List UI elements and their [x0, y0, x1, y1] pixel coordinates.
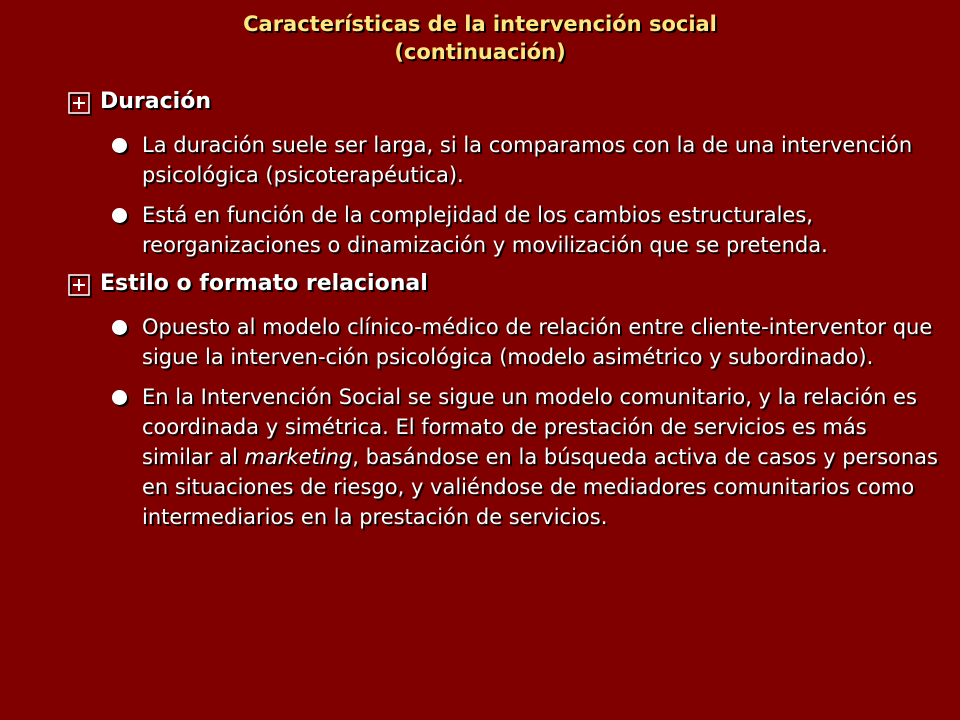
list-item-text-before: En la Intervención Social se sigue un modelo comunitario, y la relación es coordinada y simétrica. El formato de prestación de servicios es más similar al: [142, 385, 917, 469]
list-item: [112, 130, 938, 190]
plus-square-icon: [68, 92, 100, 120]
list-item-text: La duración suele ser larga, si la comparamos con la de una intervención psicológica (psicoterapéutica).: [142, 133, 913, 187]
list-item: [112, 200, 938, 260]
list-item-text-after: , basándose en la búsqueda activa de casos y personas en situaciones de riesgo, y valiéndose de mediadores comunitarios como intermediarios en la prestación de servicios.: [142, 445, 938, 529]
plus-square-icon: [68, 274, 100, 302]
slide-content: [68, 88, 938, 542]
circle-bullet-icon: [112, 382, 142, 414]
slide-title: [100, 10, 860, 66]
list-item-text: Opuesto al modelo clínico-médico de relación entre cliente-interventor que sigue la interven-ción psicológica (modelo asimétrico y subordinado).: [142, 315, 933, 369]
list-item: [112, 312, 938, 372]
section-heading-duracion: [68, 88, 938, 120]
section-heading-estilo: [68, 270, 938, 302]
slide-title-line1: Características de la intervención social: [243, 12, 717, 36]
circle-bullet-icon: [112, 200, 142, 232]
section-heading-text: Estilo o formato relacional: [100, 271, 428, 296]
circle-bullet-icon: [112, 130, 142, 162]
list-item-text: [142, 382, 938, 532]
slide-title-line2: (continuación): [394, 40, 566, 64]
section-heading-text: Duración: [100, 89, 211, 114]
list-item-text-italic: marketing: [244, 445, 353, 469]
list-item: [112, 382, 938, 532]
circle-bullet-icon: [112, 312, 142, 344]
list-item-text: Está en función de la complejidad de los cambios estructurales, reorganizaciones o dinamización y movilización que se pretenda.: [142, 203, 828, 257]
